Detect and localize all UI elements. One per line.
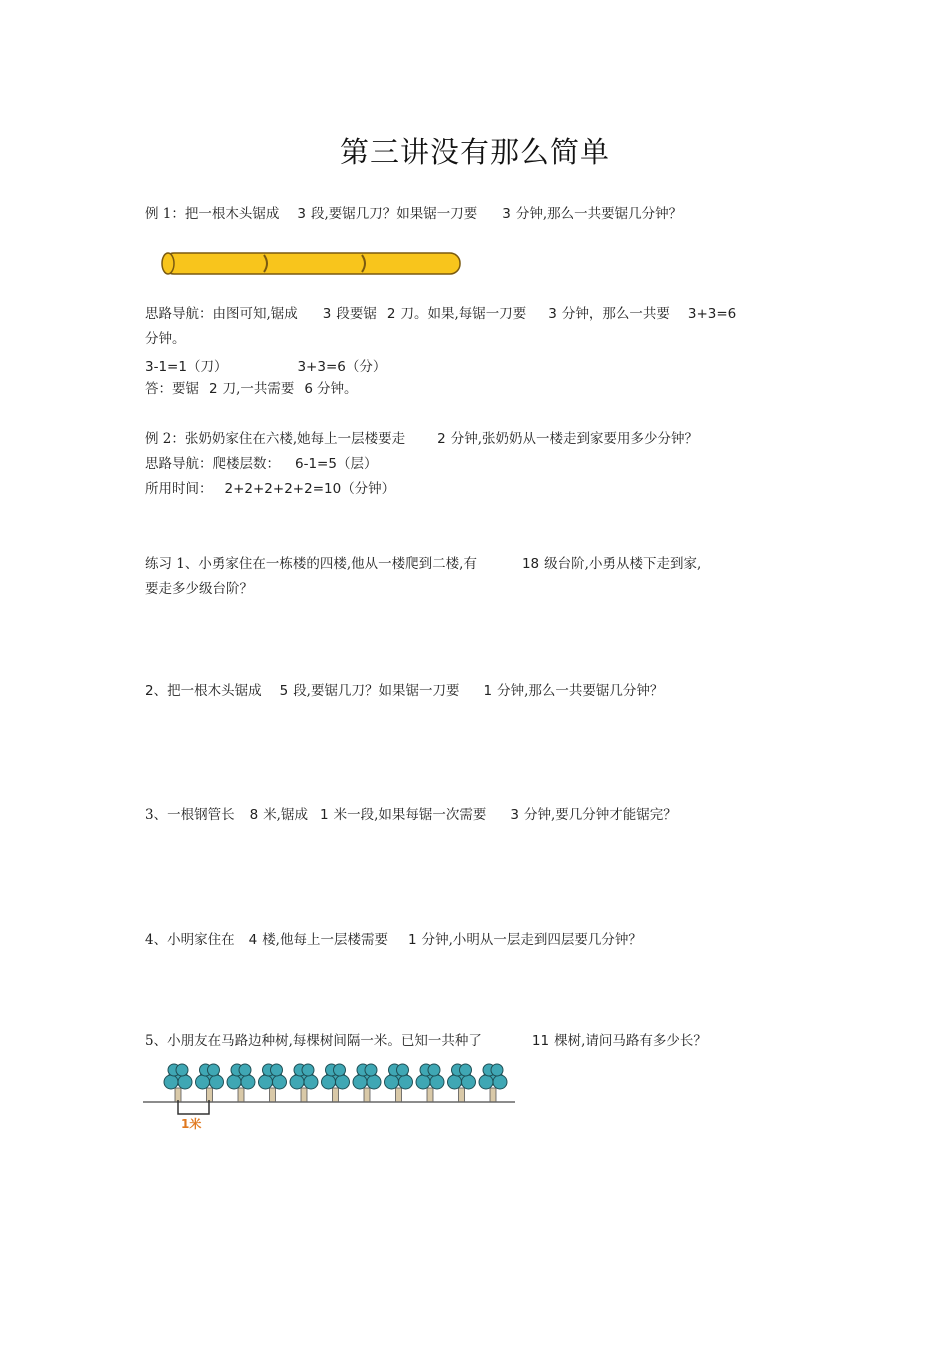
practice-1: 练习 1、小勇家住在一栋楼的四楼,他从一楼爬到二楼,有 18 级台阶,小勇从楼下走到家,: [145, 556, 702, 572]
tree: [416, 1064, 444, 1102]
tree: [479, 1064, 507, 1102]
tree: [227, 1064, 255, 1102]
tree: [290, 1064, 318, 1102]
practice-5: 5、小朋友在马路边种树,每棵树间隔一米。已知一共种了 11 棵树,请问马路有多少长？: [145, 1033, 707, 1049]
tree: [322, 1064, 350, 1102]
distance-label: 1米: [181, 1117, 202, 1131]
tree: [448, 1064, 476, 1102]
trees-illustration: [143, 1060, 518, 1135]
example2-time: 所用时间： 2+2+2+2+2=10（分钟）: [145, 481, 396, 497]
tree: [196, 1064, 224, 1102]
tree: [353, 1064, 381, 1102]
tree: [259, 1064, 287, 1102]
log-body: [164, 253, 460, 274]
practice-4: 4、小明家住在 4 楼,他每上一层楼需要 1 分钟,小明从一层走到四层要几分钟？: [145, 932, 642, 948]
example1-calc: 3-1=1（刀） 3+3=6（分）: [145, 359, 387, 375]
practice-2: 2、把一根木头锯成 5 段,要锯几刀？如果锯一刀要 1 分钟,那么一共要锯几分钟？: [145, 683, 664, 699]
log-illustration: [158, 250, 464, 278]
example1-hint-cont: 分钟。: [145, 331, 186, 347]
page-title: 第三讲没有那么简单: [339, 135, 610, 169]
example1-question: 例 1：把一根木头锯成 3 段,要锯几刀？如果锯一刀要 3 分钟,那么一共要锯几分钟？: [145, 206, 683, 222]
example2-hint: 思路导航：爬楼层数： 6-1=5（层）: [145, 456, 378, 472]
log-end: [162, 253, 174, 274]
tree: [164, 1064, 192, 1102]
practice-3: 3、一根钢管长 8 米,锯成 1 米一段,如果每锯一次需要 3 分钟,要几分钟才能锯完？: [145, 807, 677, 823]
tree: [385, 1064, 413, 1102]
example1-answer: 答：要锯 2 刀,一共需要 6 分钟。: [145, 381, 358, 397]
practice-1-cont: 要走多少级台阶？: [145, 581, 253, 597]
example1-hint: 思路导航：由图可知,锯成 3 段要锯 2 刀。如果,每锯一刀要 3 分钟，那么一共要 3+3=6: [145, 306, 737, 322]
example2-question: 例 2：张奶奶家住在六楼,她每上一层楼要走 2 分钟,张奶奶从一楼走到家要用多少分钟？: [145, 431, 699, 447]
